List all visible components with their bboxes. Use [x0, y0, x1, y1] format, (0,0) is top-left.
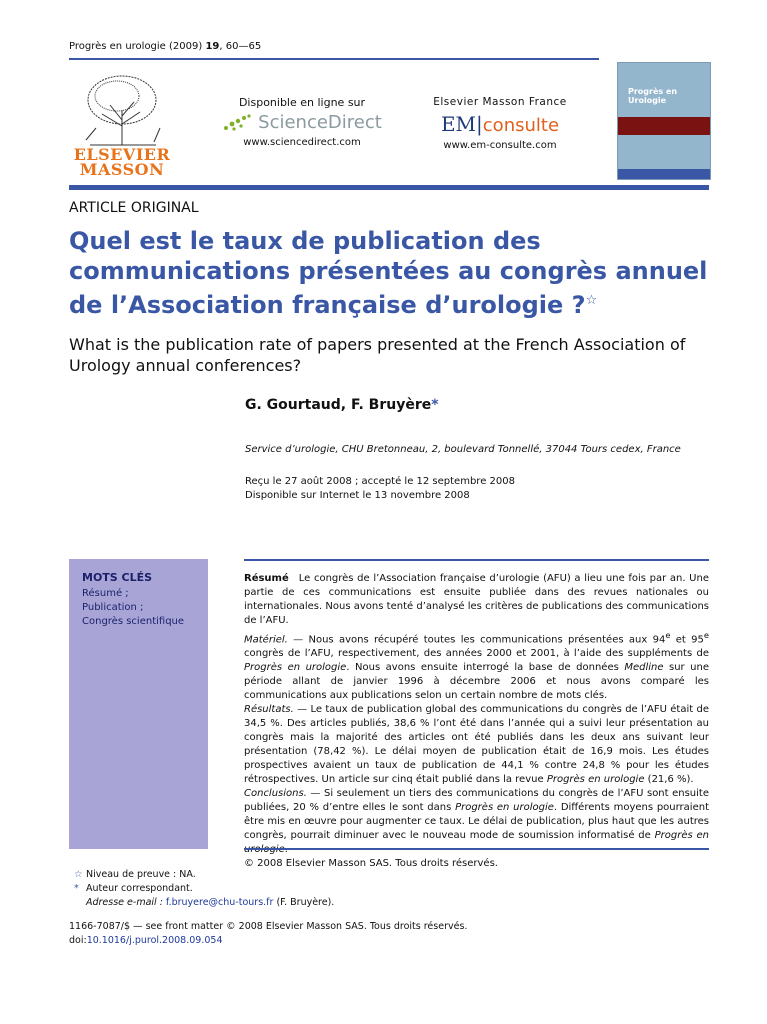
abstract-rule-bottom [244, 848, 709, 850]
em-brand: EM [440, 112, 477, 136]
abstract-label: Résumé [244, 573, 289, 584]
keyword-item: Congrès scientifique [82, 616, 185, 627]
journal-pages: , 60—65 [219, 41, 262, 52]
sciencedirect-block [212, 96, 392, 148]
abstract-copyright: © 2008 Elsevier Masson SAS. Tous droits réservés. [244, 858, 498, 870]
keyword-item: Résumé ; [82, 588, 129, 599]
footnote-evidence: ☆ Niveau de preuve : NA. [74, 869, 196, 880]
keywords-list [82, 587, 184, 629]
article-title [69, 226, 709, 320]
header-rule-bottom [69, 185, 709, 190]
journal-volume: 19 [205, 41, 220, 52]
emconsulte-block [425, 96, 575, 151]
footnote-email: Adresse e-mail : f.bruyere@chu-tours.fr (F. Bruyère). [86, 897, 335, 908]
keywords-heading: MOTS CLÉS [82, 571, 153, 584]
sd-available-label: Disponible en ligne sur [238, 96, 366, 109]
keyword-item: Publication ; [82, 602, 144, 613]
emconsulte-logo: EM|consulte [440, 112, 560, 136]
issn-doi-block [69, 920, 467, 948]
email-link[interactable]: f.bruyere@chu-tours.fr [165, 897, 274, 908]
article-dates [245, 475, 515, 503]
sciencedirect-logo [212, 112, 392, 133]
sciencedirect-brand: ScienceDirect [258, 112, 382, 133]
article-title-english: What is the publication rate of papers presented at the French Association of Urology annual conferences? [69, 335, 686, 375]
abstract-conclusions: Conclusions. — Si seulement un tiers des communications du congrès de l’AFU sont ensuite publiées, 20 % d’entre elles le sont dans Progrès en urologie. Différents moyens pourraient être mis en œuvre pour augmenter ce taux. Le délai de publication, plus haut que les autres congrès, pourrait diminuer avec le nouveau mode de soumission informatisé de Progrès en [244, 788, 709, 842]
received-accepted-date: Reçu le 27 août 2008 ; accepté le 12 septembre 2008 [245, 476, 515, 487]
article-title-text: Quel est le taux de publication des communications présentées au congrès annuel de l’Association française d’urologie ? [69, 227, 708, 319]
em-publisher-label: Elsevier Masson France [433, 96, 567, 108]
cover-title: Progrès en Urologie [628, 87, 678, 105]
footnote-corresponding: * Auteur correspondant. [74, 883, 193, 894]
article-type: ARTICLE ORIGINAL [69, 200, 199, 216]
sd-url[interactable]: www.sciencedirect.com [243, 137, 361, 148]
footnote-star-icon: ☆ [74, 869, 83, 880]
cover-band [618, 117, 710, 135]
doi-link[interactable]: 10.1016/j.purol.2008.09.054 [86, 935, 223, 946]
author-affiliation: Service d’urologie, CHU Bretonneau, 2, boulevard Tonnellé, 37044 Tours cedex, France [245, 444, 681, 455]
author-list [245, 397, 439, 413]
consulte-brand: consulte [482, 115, 560, 136]
footnote-asterisk-icon: * [74, 883, 79, 894]
footnotes [74, 868, 334, 910]
em-url[interactable]: www.em-consulte.com [443, 140, 557, 151]
keywords-box [69, 559, 208, 849]
journal-reference [69, 41, 261, 52]
authors-text: G. Gourtaud, F. Bruyère [245, 397, 432, 413]
abstract-materiel: Matériel. — Nous avons récupéré toutes les communications présentées aux 94e et 95e congrès de l’AFU, respectivement, des années 2000 et 2001, à l’aide des suppléments de Progrès en urologie. Nous avons ensuite interrogé la base de données Medline sur une période allant de janvier 1996 à décembre 2006 et nous avons comparé les communications aux publications selon un certain nombre de mots clés. [244, 630, 710, 702]
abstract [244, 572, 709, 871]
sciencedirect-dots-icon [222, 114, 252, 132]
cover-bottom-band [618, 169, 710, 179]
journal-cover-thumbnail [617, 62, 711, 180]
abstract-intro: Résumé Le congrès de l’Association française d’urologie (AFU) a lieu une fois par an. Une partie de ces communications est ensuite publiée dans des revues nationales ou internationales. Nous avons tenté d’analysé les critères de publications des communications de l’AFU. [244, 573, 709, 626]
elsevier-masson-wordmark: ELSEVIER MASSON [73, 145, 171, 179]
online-date: Disponible sur Internet le 13 novembre 2008 [245, 490, 470, 501]
corresponding-author-mark[interactable]: * [431, 397, 439, 413]
title-footnote-star-icon[interactable]: ☆ [585, 293, 598, 308]
doi-line: doi:10.1016/j.purol.2008.09.054 [69, 935, 223, 946]
abstract-resultats: Résultats. — Le taux de publication global des communications du congrès de l’AFU était de 34,5 %. Des articles publiés, 38,6 % l’ont été dans l’année qui a suivi leur présentation au congrès mais la majorité des articles ont été publiés dans les deux ans suivant leur présentation (78,42 %). Le délai moyen de publication était de 16,9 mois. Les études prospectives avaient un taux de publication de 44,1 % contre 24,8 % pour les études rétrospectives. Un article sur cinq était publié dans la revue Progrès en urologie (21,6 %). [244, 704, 709, 786]
abstract-rule-top [244, 559, 709, 561]
issn-line: 1166-7087/$ — see front matter © 2008 Elsevier Masson SAS. Tous droits réservés. [69, 921, 468, 932]
journal-name: Progrès en urologie (2009) [69, 41, 206, 52]
header-rule-top [69, 58, 599, 60]
